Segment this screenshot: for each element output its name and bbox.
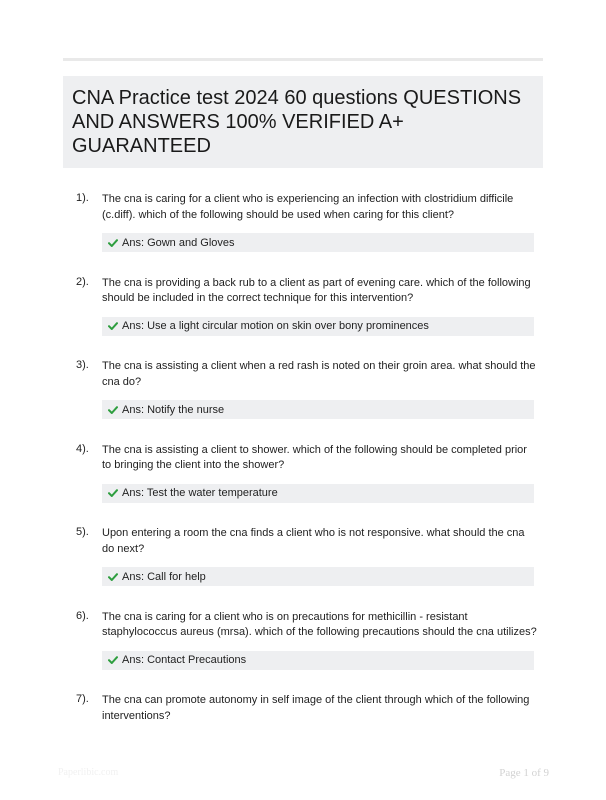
question-number: 1). <box>76 192 89 204</box>
question-number: 7). <box>76 693 89 705</box>
answer-text: Ans: Contact Precautions <box>122 654 247 666</box>
question-text: The cna is caring for a client who is experiencing an infection with clostridium difficile (c.diff). which of the following should be used when caring for this client? <box>102 193 514 221</box>
answer-box <box>102 484 534 503</box>
question-item <box>0 355 606 439</box>
question-text: The cna is assisting a client to shower. which of the following should be completed prior to bringing the client into the shower? <box>102 443 527 471</box>
question-item <box>0 188 606 272</box>
question-number: 2). <box>76 275 89 288</box>
question-text: The cna is assisting a client when a red rash is noted on their groin area. what should the cna do? <box>102 360 536 388</box>
check-icon <box>108 406 118 414</box>
title-panel <box>63 76 543 168</box>
check-icon <box>108 239 118 247</box>
answer-box <box>102 400 534 419</box>
question-number: 5). <box>76 526 89 538</box>
question-number: 6). <box>76 609 89 622</box>
question-item <box>0 439 606 523</box>
question-number: 4). <box>76 442 89 455</box>
check-icon <box>108 489 118 497</box>
page-number: Page 1 of 9 <box>499 767 549 779</box>
question-text: Upon entering a room the cna finds a client who is not responsive. what should the cna do next? <box>102 527 525 555</box>
watermark: Paperlibic.com <box>58 767 119 778</box>
answer-text: Ans: Test the water temperature <box>122 487 278 499</box>
answer-box <box>102 567 534 586</box>
document-title: CNA Practice test 2024 60 questions QUESTIONS AND ANSWERS 100% VERIFIED A+ GUARANTEED <box>72 87 522 157</box>
answer-text: Ans: Call for help <box>122 570 206 583</box>
check-icon <box>108 656 118 664</box>
question-text: The cna can promote autonomy in self image of the client through which of the following interventions? <box>102 694 530 722</box>
question-list <box>0 188 606 773</box>
question-item <box>0 522 606 606</box>
question-number: 3). <box>76 359 89 371</box>
question-text: The cna is caring for a client who is on precautions for methicillin - resistant staphylococcus aureus (mrsa). which of the following precautions should the cna utilizes? <box>102 610 537 638</box>
answer-box <box>102 317 534 336</box>
question-text: The cna is providing a back rub to a client as part of evening care. which of the following should be included in the correct technique for this intervention? <box>102 276 531 304</box>
check-icon <box>108 573 118 581</box>
answer-text: Ans: Notify the nurse <box>122 403 225 416</box>
top-divider <box>63 58 543 61</box>
check-icon <box>108 322 118 330</box>
answer-box <box>102 651 534 670</box>
question-item <box>0 272 606 356</box>
question-item <box>0 606 606 690</box>
answer-box <box>102 233 534 252</box>
answer-text: Ans: Gown and Gloves <box>122 236 235 249</box>
answer-text: Ans: Use a light circular motion on skin over bony prominences <box>122 320 429 332</box>
question-item <box>0 689 606 773</box>
